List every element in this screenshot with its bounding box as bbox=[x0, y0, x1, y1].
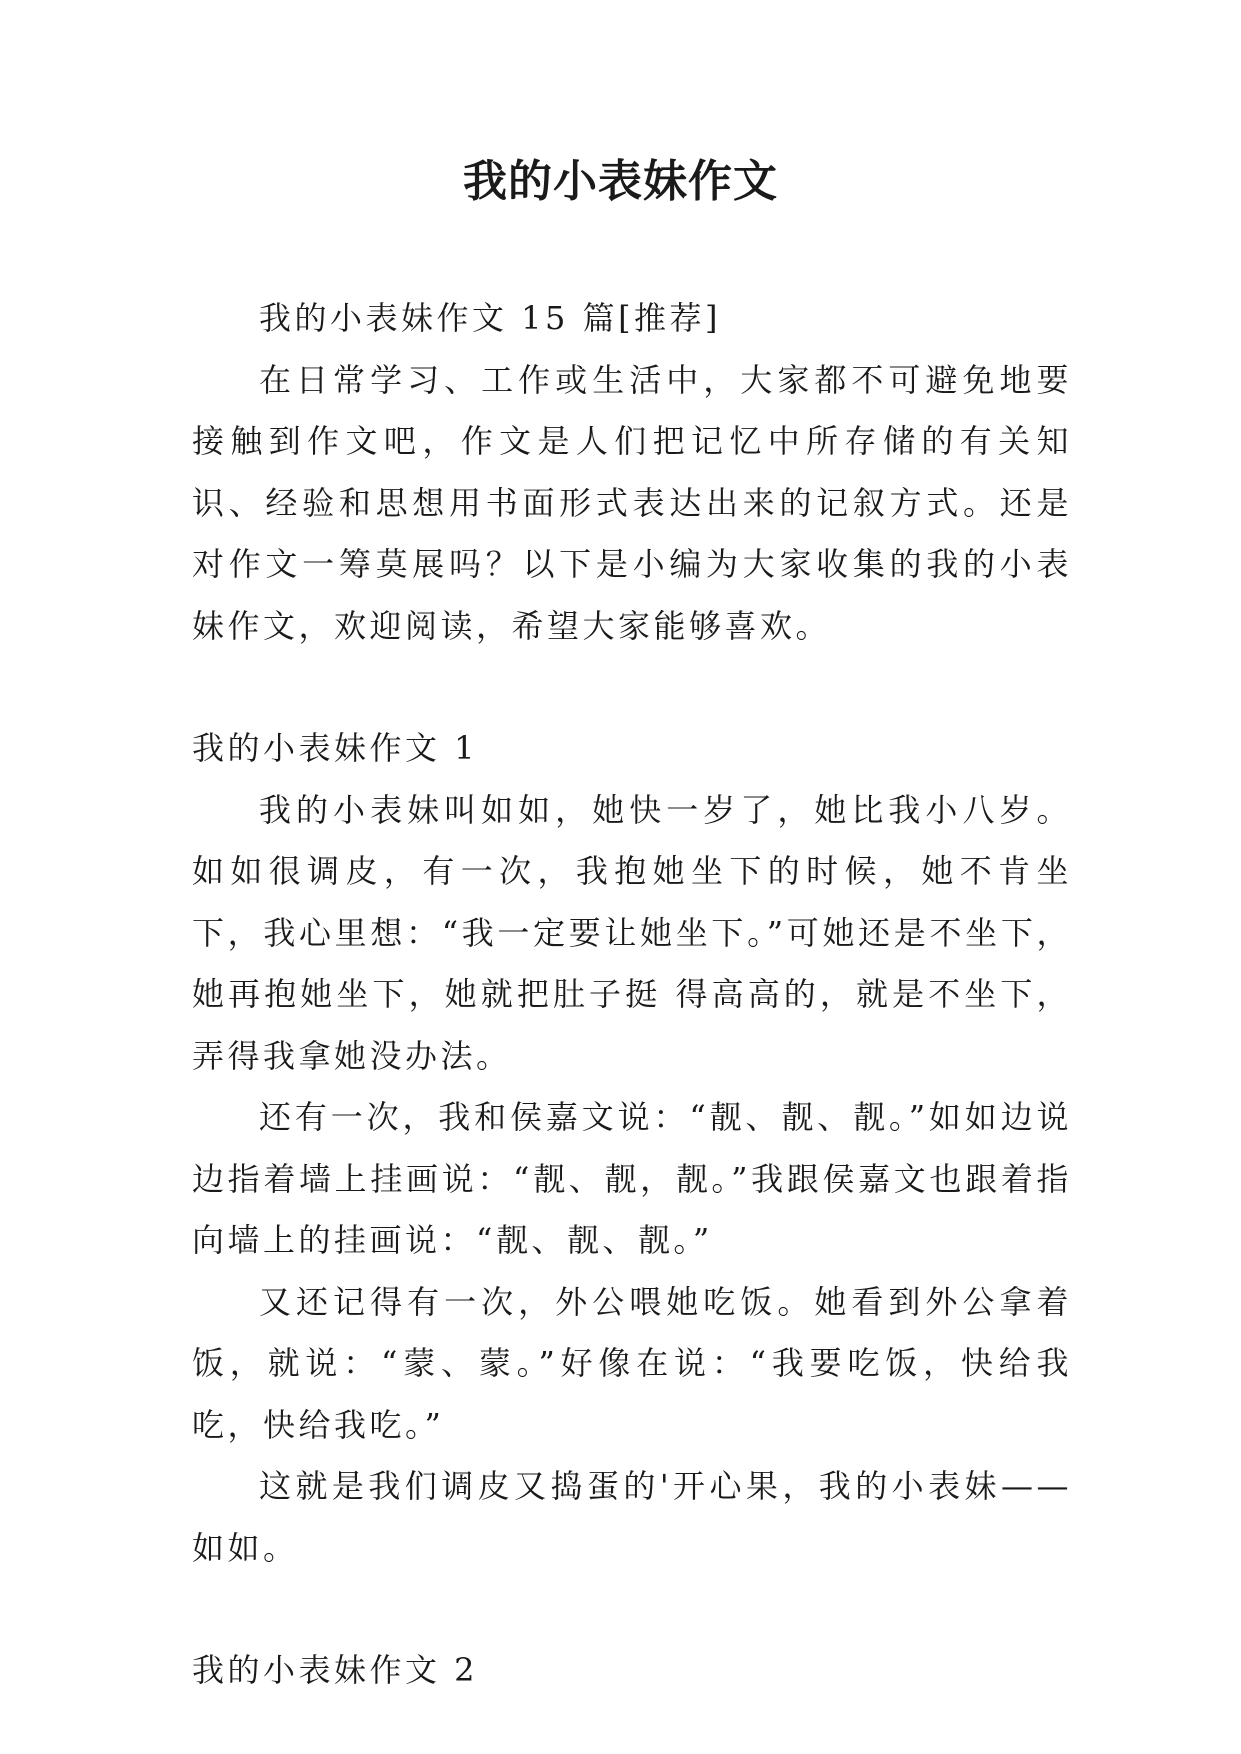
intro-paragraph: 在日常学习、工作或生活中，大家都不可避免地要接触到作文吧，作文是人们把记忆中所存储的有关知识、经验和思想用书面形式表达出来的记叙方式。还是对作文一筹莫展吗？以下是小编为大家收集的我的小表妹作文，欢迎阅读，希望大家能够喜欢。 bbox=[192, 360, 1072, 645]
document-title: 我的小表妹作文 bbox=[463, 156, 778, 207]
section-1-paragraph-3: 又还记得有一次，外公喂她吃饭。她看到外公拿着饭，就说：“蒙、蒙。”好像在说：“我要吃饭，快给我吃，快给我吃。” bbox=[192, 1282, 1072, 1444]
document-body bbox=[192, 288, 1072, 1702]
section-1-paragraph-4: 这就是我们调皮又捣蛋的'开心果，我的小表妹——如如。 bbox=[192, 1467, 1072, 1567]
section-spacer bbox=[192, 1579, 1072, 1640]
section-heading-1: 我的小表妹作文 1 bbox=[192, 729, 479, 767]
section-spacer bbox=[192, 657, 1072, 718]
section-1-paragraph-2: 还有一次，我和侯嘉文说：“靓、靓、靓。”如如边说边指着墙上挂画说：“靓、靓，靓。”我跟侯嘉文也跟着指向墙上的挂画说：“靓、靓、靓。” bbox=[192, 1098, 1072, 1259]
section-1-paragraph-1: 我的小表妹叫如如，她快一岁了，她比我小八岁。如如很调皮，有一次，我抱她坐下的时候，她不肯坐下，我心里想：“我一定要让她坐下。”可她还是不坐下，她再抱她坐下，她就把肚子挺 得高高的，就是不坐下，弄得我拿她没办法。 bbox=[192, 790, 1072, 1075]
document-subtitle: 我的小表妹作文 15 篇[推荐] bbox=[259, 299, 722, 337]
section-heading-2: 我的小表妹作文 2 bbox=[192, 1651, 479, 1689]
